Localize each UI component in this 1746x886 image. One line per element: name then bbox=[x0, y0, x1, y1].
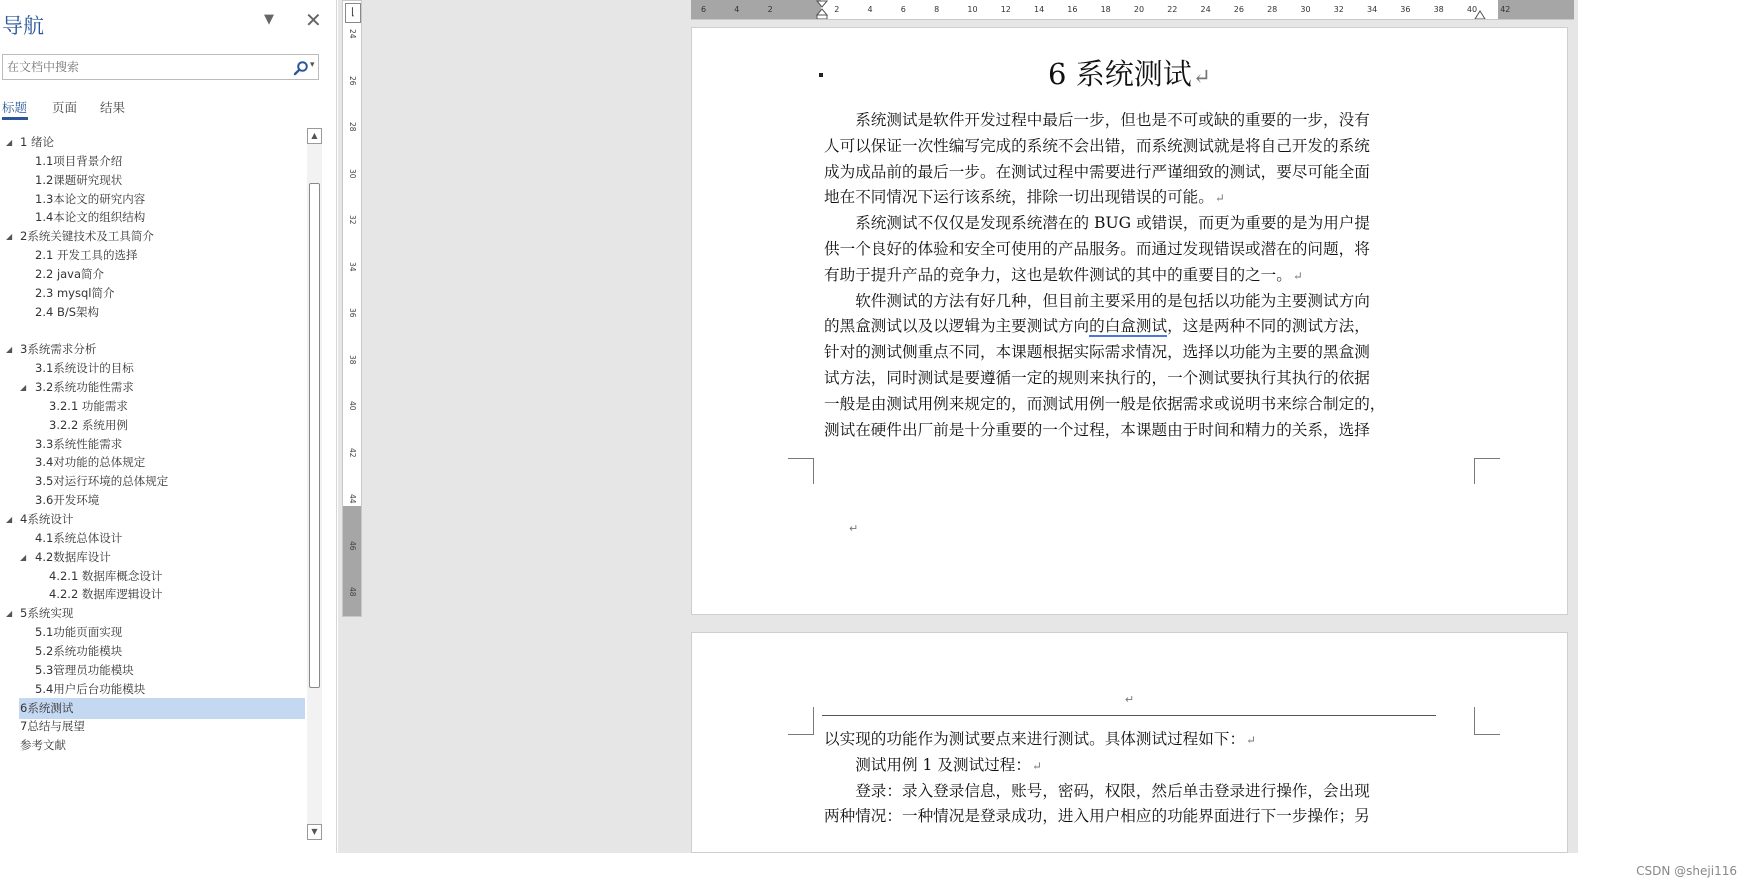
outline-item-label: 3.5对运行环境的总体规定 bbox=[35, 474, 169, 489]
footer-paragraph-mark: ↵ bbox=[849, 522, 859, 535]
spellcheck-underlined-text[interactable]: 的白盒测试 bbox=[1089, 317, 1168, 336]
outline-item-label: 4.2.2 数据库逻辑设计 bbox=[49, 587, 163, 602]
ruler-tick-label: 42 bbox=[1500, 5, 1511, 14]
outline-item bbox=[0, 321, 305, 342]
scrollbar-thumb[interactable] bbox=[309, 183, 320, 688]
close-icon[interactable]: ✕ bbox=[305, 8, 322, 32]
outline-item[interactable] bbox=[0, 584, 305, 605]
left-indent-marker-icon[interactable] bbox=[816, 0, 828, 20]
outline-item-label: 3.1系统设计的目标 bbox=[35, 361, 134, 376]
outline-item-label: 3.4对功能的总体规定 bbox=[35, 455, 146, 470]
line-text: 有助于提升产品的竞争力，这也是软件测试的其中的重要目的之一。 bbox=[824, 265, 1292, 284]
ruler-tick-label: 38 bbox=[348, 354, 357, 365]
outline-item-label: 4系统设计 bbox=[20, 512, 74, 526]
ruler-tick-label: 48 bbox=[348, 587, 357, 597]
outline-item[interactable] bbox=[0, 151, 305, 172]
ruler-tick-label: 22 bbox=[1167, 5, 1178, 14]
text-line[interactable] bbox=[824, 158, 1444, 186]
expand-caret-icon[interactable]: ◢ bbox=[20, 383, 27, 393]
outline-item[interactable] bbox=[0, 679, 305, 700]
text-line[interactable] bbox=[824, 287, 1444, 315]
ruler-tick-label: 38 bbox=[1433, 5, 1444, 14]
outline-item[interactable] bbox=[0, 283, 305, 304]
text-line[interactable] bbox=[824, 183, 1444, 211]
search-box[interactable] bbox=[2, 54, 319, 80]
tab-stop-selector[interactable]: ⌊ bbox=[345, 3, 361, 23]
outline-item-label: 3.2系统功能性需求 bbox=[35, 380, 134, 395]
line-text: 两种情况：一种情况是登录成功，进入用户相应的功能界面进行下一步操作；另 bbox=[824, 807, 1370, 826]
ruler-tick-label: 16 bbox=[1067, 5, 1078, 14]
crop-mark bbox=[1474, 458, 1500, 484]
ruler-tick-label: 32 bbox=[348, 215, 357, 225]
outline-item-label: 4.2.1 数据库概念设计 bbox=[49, 568, 163, 583]
expand-caret-icon[interactable]: ◢ bbox=[6, 345, 13, 355]
outline-item-label: 6系统测试 bbox=[20, 700, 74, 715]
ruler-tick-label: 32 bbox=[1333, 5, 1344, 14]
outline-item[interactable] bbox=[0, 641, 305, 662]
outline-item-label: 2系统关键技术及工具简介 bbox=[20, 229, 154, 244]
search-options-chevron-icon[interactable]: ▾ bbox=[310, 60, 315, 70]
crop-mark bbox=[1474, 707, 1500, 735]
expand-caret-icon[interactable]: ◢ bbox=[6, 515, 13, 524]
outline-item[interactable] bbox=[0, 415, 305, 436]
header-divider bbox=[822, 715, 1436, 716]
outline-item[interactable] bbox=[0, 566, 305, 587]
outline-item[interactable] bbox=[0, 547, 305, 568]
ruler-tick-label: 24 bbox=[348, 29, 357, 39]
ruler-tick-label: 30 bbox=[1300, 5, 1311, 14]
line-text: 成为成品前的最后一步。在测试过程中需要进行严谨细致的测试，要尽可能全面 bbox=[824, 162, 1370, 181]
outline-item[interactable] bbox=[0, 396, 305, 417]
crop-mark bbox=[788, 707, 814, 735]
outline-item-label: 5.3管理员功能模块 bbox=[35, 662, 134, 677]
ruler-tick-label: 18 bbox=[1100, 5, 1111, 14]
outline-item[interactable] bbox=[0, 509, 305, 530]
outline-item[interactable] bbox=[0, 471, 305, 492]
text-line[interactable] bbox=[824, 777, 1444, 805]
line-text: ，这是两种不同的测试方法， bbox=[1167, 317, 1370, 336]
outline-item[interactable] bbox=[0, 622, 305, 643]
paragraph-mark: ↵ bbox=[1292, 268, 1303, 283]
ruler-tick-label: 28 bbox=[348, 122, 357, 132]
text-line[interactable] bbox=[824, 802, 1444, 830]
text-line[interactable] bbox=[824, 364, 1444, 392]
nav-scrollbar[interactable] bbox=[307, 128, 322, 840]
ruler-tick-label: 2 bbox=[767, 5, 773, 14]
line-text: 一般是由测试用例来规定的，而测试用例一般是依据需求或说明书来综合制定的， bbox=[824, 394, 1386, 413]
outline-item-label: 7总结与展望 bbox=[20, 719, 85, 734]
outline-item-label: 1.3本论文的研究内容 bbox=[35, 191, 146, 206]
outline-item[interactable] bbox=[0, 735, 305, 756]
line-text: 登录：录入登录信息，账号，密码，权限，然后单击登录进行操作，会出现 bbox=[824, 781, 1370, 800]
ruler-tick-label: 26 bbox=[348, 75, 357, 86]
nav-options-chevron-icon[interactable]: ▼ bbox=[264, 12, 274, 27]
ruler-tick-label: 2 bbox=[834, 5, 840, 14]
outline-item[interactable] bbox=[19, 698, 305, 719]
outline-item[interactable] bbox=[0, 170, 305, 191]
text-line[interactable] bbox=[824, 312, 1444, 340]
document-page[interactable] bbox=[691, 632, 1568, 853]
ruler-tick-label: 4 bbox=[867, 5, 873, 14]
scroll-up-icon[interactable]: ▲ bbox=[307, 128, 322, 144]
paragraph-mark: ↵ bbox=[1031, 758, 1042, 773]
vertical-ruler-margin bbox=[343, 506, 361, 616]
outline-item[interactable] bbox=[0, 207, 305, 228]
ruler-tick-label: 44 bbox=[348, 494, 357, 504]
outline-item[interactable] bbox=[0, 434, 305, 455]
tab-headings[interactable]: 标题 bbox=[2, 100, 28, 115]
outline-item-label: 参考文献 bbox=[20, 738, 66, 753]
line-text: 系统测试是软件开发过程中最后一步，但也是不可或缺的重要的一步，没有 bbox=[824, 111, 1370, 129]
line-text: 试方法，同时测试是要遵循一定的规则来执行的，一个测试要执行其执行的依据 bbox=[824, 369, 1370, 387]
outline-item-label: 1.4本论文的组织结构 bbox=[35, 210, 146, 225]
line-text: 人可以保证一次性编写完成的系统不会出错，而系统测试就是将自己开发的系统 bbox=[824, 136, 1370, 155]
ruler-tick-label: 28 bbox=[1267, 5, 1278, 14]
outline-item[interactable] bbox=[0, 377, 305, 398]
expand-caret-icon[interactable]: ◢ bbox=[20, 552, 27, 562]
outline-item-label: 3.2.2 系统用例 bbox=[49, 417, 128, 432]
line-text: 针对的测试侧重点不同，本课题根据实际需求情况，选择以功能为主要的黑盒测 bbox=[824, 343, 1370, 362]
text-line[interactable] bbox=[824, 209, 1444, 237]
outline-item-label: 1.2课题研究现状 bbox=[35, 172, 123, 187]
ruler-tick-label: 46 bbox=[348, 540, 357, 551]
navigation-pane bbox=[0, 0, 337, 853]
vertical-ruler[interactable] bbox=[342, 0, 362, 617]
outline-item-label: 3系统需求分析 bbox=[20, 342, 97, 357]
expand-caret-icon[interactable]: ◢ bbox=[6, 609, 13, 619]
document-workspace[interactable] bbox=[338, 0, 1578, 853]
outline-item[interactable] bbox=[0, 452, 305, 473]
text-line[interactable] bbox=[824, 416, 1444, 444]
text-line[interactable] bbox=[824, 390, 1444, 418]
outline-item[interactable] bbox=[0, 189, 305, 210]
ruler-tick-label: 30 bbox=[348, 168, 357, 179]
ruler-tick-label: 40 bbox=[348, 401, 357, 411]
outline-item-label: 4.2数据库设计 bbox=[35, 549, 111, 564]
ruler-tick-label: 10 bbox=[967, 5, 978, 14]
outline-item[interactable] bbox=[0, 490, 305, 511]
expand-caret-icon[interactable]: ◢ bbox=[6, 232, 13, 242]
text-line[interactable] bbox=[824, 106, 1444, 134]
outline-item-label: 3.3系统性能需求 bbox=[35, 436, 123, 451]
outline-item-label: 1.1项目背景介绍 bbox=[35, 153, 123, 168]
paragraph-mark: ↵ bbox=[1246, 733, 1256, 747]
active-tab-indicator bbox=[2, 117, 28, 120]
ruler-tick-label: 26 bbox=[1233, 5, 1244, 14]
section-heading[interactable] bbox=[692, 52, 1567, 93]
tab-pages[interactable]: 页面 bbox=[52, 100, 78, 115]
outline-item-label: 5.4用户后台功能模块 bbox=[35, 681, 146, 696]
heading-text: 6 系统测试 bbox=[1048, 57, 1192, 91]
outline-item-label: 2.2 java简介 bbox=[35, 266, 105, 281]
outline-item-label: 4.1系统总体设计 bbox=[35, 530, 123, 545]
header-paragraph-mark: ↵ bbox=[1124, 693, 1135, 706]
crop-mark bbox=[788, 458, 814, 484]
ruler-tick-label: 6 bbox=[900, 5, 906, 14]
line-text: 地在不同情况下运行该系统，排除一切出现错误的可能。 bbox=[824, 188, 1214, 207]
outline-item[interactable] bbox=[0, 716, 305, 737]
ruler-tick-label: 34 bbox=[1367, 5, 1378, 14]
outline-item[interactable] bbox=[0, 132, 305, 153]
outline-item[interactable] bbox=[0, 245, 305, 266]
line-text: 供一个良好的体验和安全可使用的产品服务。而通过发现错误或潜在的问题，将 bbox=[824, 240, 1370, 258]
ruler-tick-label: 6 bbox=[701, 5, 707, 14]
outline-item-label: 5.2系统功能模块 bbox=[35, 643, 123, 658]
outline-item-label: 5.1功能页面实现 bbox=[35, 625, 123, 640]
expand-caret-icon[interactable]: ◢ bbox=[6, 138, 13, 147]
ruler-tick-label: 8 bbox=[934, 5, 940, 14]
ruler-left-margin bbox=[691, 0, 821, 20]
paragraph-mark: ↵ bbox=[1192, 65, 1211, 90]
nav-pane-title: 导航 bbox=[2, 14, 44, 38]
outline-item[interactable] bbox=[0, 660, 305, 681]
text-line[interactable] bbox=[824, 132, 1444, 160]
search-icon[interactable] bbox=[293, 60, 309, 76]
paragraph-mark: ↵ bbox=[1214, 191, 1225, 206]
line-text: 系统测试不仅仅是发现系统潜在的 BUG 或错误，而更为重要的是为用户提 bbox=[824, 214, 1370, 233]
outline-item-label: 2.4 B/S架构 bbox=[35, 304, 100, 319]
watermark: CSDN @sheji116 bbox=[1636, 864, 1737, 878]
ruler-tick-label: 20 bbox=[1133, 5, 1145, 14]
ruler-tick-label: 40 bbox=[1466, 5, 1478, 14]
outline-item-label: 2.1 开发工具的选择 bbox=[35, 248, 138, 263]
outline-item[interactable] bbox=[0, 528, 305, 549]
outline-item[interactable] bbox=[0, 603, 305, 624]
text-line[interactable] bbox=[824, 725, 1444, 753]
outline-item[interactable] bbox=[0, 302, 305, 323]
outline-item[interactable] bbox=[0, 339, 305, 360]
line-text: 的黑盒测试以及以逻辑为主要测试方向 bbox=[824, 317, 1090, 336]
line-text: 以实现的功能作为测试要点来进行测试。具体测试过程如下： bbox=[824, 730, 1246, 748]
ruler-tick-label: 36 bbox=[348, 308, 357, 318]
ruler-tick-label: 4 bbox=[734, 5, 740, 14]
outline-item-label: 3.2.1 功能需求 bbox=[49, 398, 128, 413]
ruler-tick-label: 42 bbox=[348, 447, 357, 458]
outline-item-label: 5系统实现 bbox=[20, 606, 74, 621]
search-input[interactable] bbox=[7, 58, 277, 76]
text-line[interactable] bbox=[824, 261, 1444, 289]
line-text: 软件测试的方法有好几种，但目前主要采用的是包括以功能为主要测试方向 bbox=[824, 291, 1370, 310]
line-text: 测试在硬件出厂前是十分重要的一个过程，本课题由于时间和精力的关系，选择 bbox=[824, 420, 1370, 439]
ruler-tick-label: 24 bbox=[1200, 5, 1211, 14]
ruler-tick-label: 12 bbox=[1000, 5, 1011, 14]
tab-results[interactable]: 结果 bbox=[100, 100, 126, 115]
outline-item[interactable] bbox=[0, 358, 305, 379]
text-line[interactable] bbox=[824, 338, 1444, 366]
document-page[interactable] bbox=[691, 27, 1568, 615]
ruler-tick-label: 34 bbox=[348, 261, 357, 272]
ruler-tick-label: 14 bbox=[1034, 5, 1045, 14]
line-text: 测试用例 1 及测试过程： bbox=[824, 755, 1031, 774]
text-line[interactable] bbox=[824, 235, 1444, 263]
ruler-tick-label: 36 bbox=[1400, 5, 1411, 14]
outline-item-label: 2.3 mysql简介 bbox=[35, 285, 115, 300]
text-line[interactable] bbox=[824, 751, 1444, 779]
horizontal-ruler[interactable] bbox=[691, 0, 1574, 20]
outline-item[interactable] bbox=[0, 226, 305, 247]
scroll-down-icon[interactable]: ▼ bbox=[307, 824, 322, 840]
outline-item-label: 3.6开发环境 bbox=[35, 493, 100, 508]
outline-item-label: 1 绪论 bbox=[20, 135, 54, 149]
outline-item[interactable] bbox=[0, 264, 305, 285]
